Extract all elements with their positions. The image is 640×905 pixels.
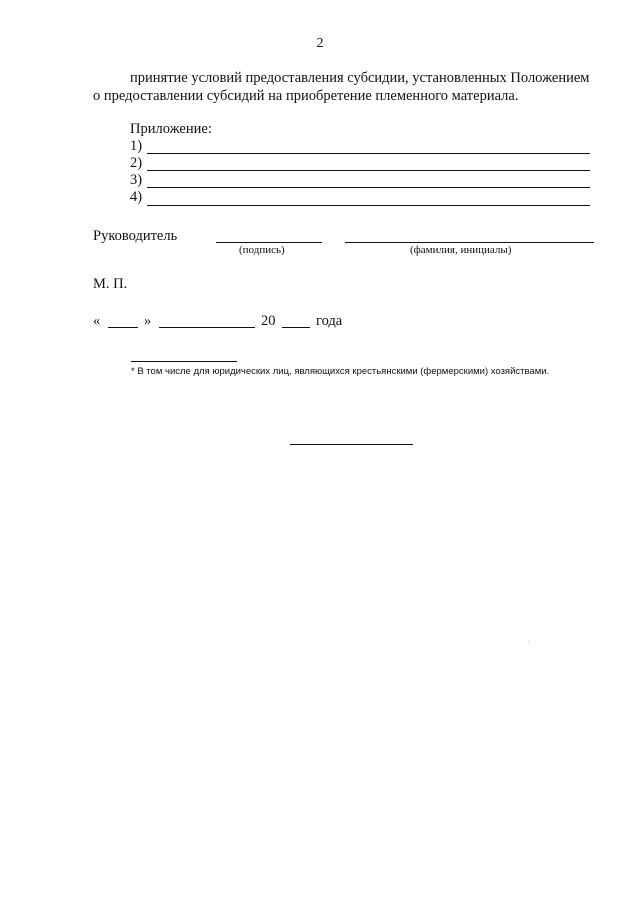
attachment-item-1-label: 1) (130, 138, 143, 154)
stamp-label: М. П. (93, 276, 128, 292)
name-line (345, 242, 594, 243)
name-caption: (фамилия, инициалы) (410, 244, 512, 256)
date-suffix: года (316, 313, 343, 329)
attachment-item-2-label: 2) (130, 155, 143, 171)
footnote-separator (131, 361, 237, 362)
paragraph-line-1: принятие условий предоставления субсидии, установленных Положением (130, 70, 590, 86)
date-month-line (159, 327, 255, 328)
attachment-item-2-line (147, 170, 590, 171)
signature-line (216, 242, 322, 243)
attachment-item-1-line (147, 153, 590, 154)
scan-speck (528, 641, 529, 642)
date-year-line (282, 327, 310, 328)
footnote: * В том числе для юридических лиц, являющихся крестьянскими (фермерскими) хозяйствами. (131, 366, 550, 377)
attachment-item-3-line (147, 187, 590, 188)
page-number: 2 (316, 36, 324, 51)
date-open-quote: « (93, 313, 101, 329)
date-close-quote: » (144, 313, 152, 329)
attachment-title: Приложение: (130, 121, 212, 137)
attachment-item-4-line (147, 205, 590, 206)
end-separator-line (290, 444, 413, 445)
date-year-prefix: 20 (261, 313, 276, 329)
attachment-item-3-label: 3) (130, 172, 143, 188)
paragraph-line-2: о предоставлении субсидий на приобретение племенного материала. (93, 88, 519, 104)
attachment-item-4-label: 4) (130, 189, 143, 205)
date-day-line (108, 327, 138, 328)
head-label: Руководитель (93, 228, 178, 244)
signature-caption: (подпись) (239, 244, 285, 256)
